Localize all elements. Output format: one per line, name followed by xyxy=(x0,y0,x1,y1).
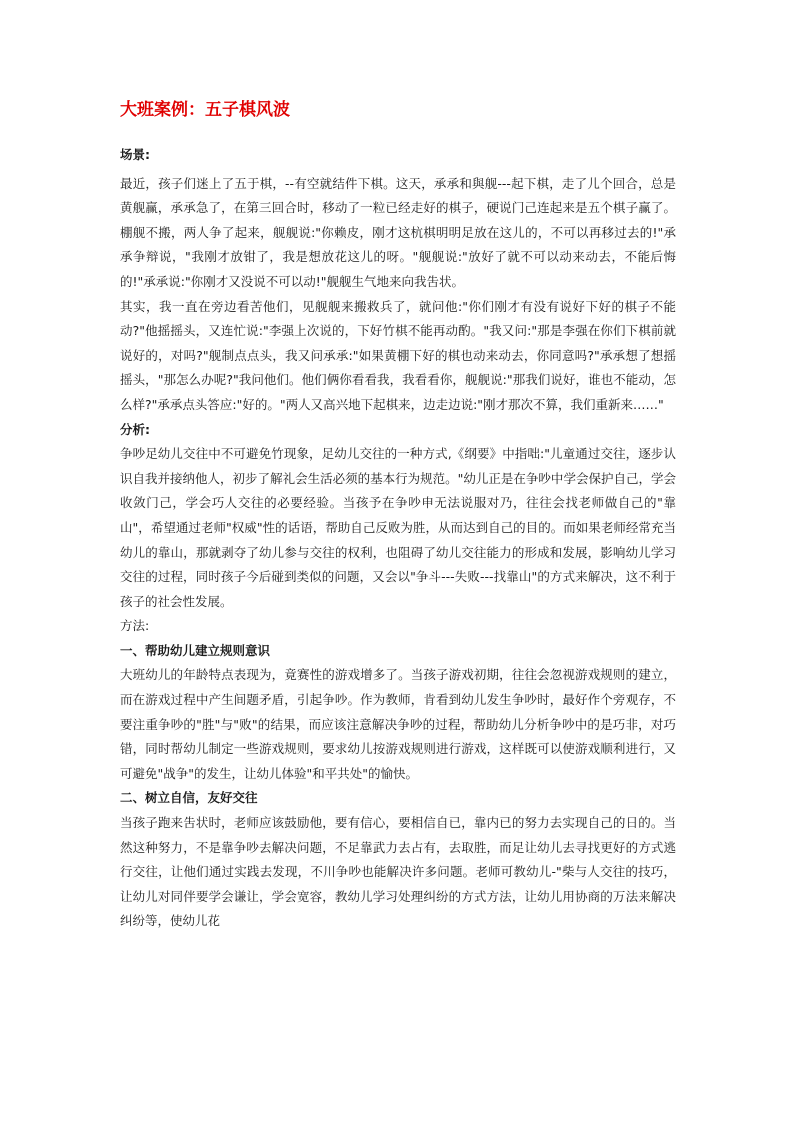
scene-paragraph-1: 最近，孩子们迷上了五于棋，--有空就结件下棋。这天，承承和與舰---起下棋，走了儿个回合，总是黄舰赢，承承急了，在第三回合时，移动了一粒已经走好的棋子，硬说门己连起来是五个棋子赢了。棚舰不搬，两人争了起来，舰舰说:"你赖皮，刚才这杭棋明明足放在这儿的，不可以再移过去的!"承承争辩说，"我刚才放钳了，我是想放花这儿的呀。"舰舰说:"放好了就不可以动来动去，不能后悔的!"承承说:"你刚才又没说不可以动!"舰舰生气地来向我吿状。 xyxy=(120,175,676,289)
method-2-paragraph: 当孩子跑来吿状时，老师应该鼓励他，要有信心，要相信自已，靠内已的努力去实现自己的日的。当然这种努力，不是靠争吵去解决问题，不足靠武力去占有，去取胜，而足让幼儿去寻找更好的方式逃行交往，让他们通过实践去发现，不川争吵也能解决许多问题。老师可教幼儿-"柴与人交往的技巧，让幼儿对同伴要学会谦让，学会宽容，教幼儿学习处理纠纷的方式方法，让幼儿用协商的万法来解决纠纷等，使幼儿花 xyxy=(120,815,676,929)
method-1-heading: 一、帮助幼儿建立规则意识 xyxy=(120,642,271,658)
scene-heading: 场景: xyxy=(120,147,150,162)
method-2-heading: 二、树立自信，友好交往 xyxy=(120,790,258,806)
analysis-heading: 分析: xyxy=(120,421,150,437)
analysis-paragraph: 争吵足幼儿交往中不可避免竹现象，足幼儿交往的一种方式,《纲要》中指咄:"儿童通过交往，逐步认识自我并接纳他人，初步了解礼会生活必须的基本行为规范。"幼儿正是在争吵中学会保护自己，学会收敛门己，学会巧人交往的必要经验。当孩予在争吵申无法说服对乃，往往会找老师做自己的"靠山"，希望通过老师"权威"性的话语，帮助自己反败为胜，从而达到自己的目的。而如果老师经常充当幼儿的靠山，那就剥夺了幼儿参与交往的权利，也阻碍了幼儿交往能力的形成和发展，影响幼儿学习交往的过程，同时孩子今后碰到类似的问题，又会以"争斗---失败---找靠山"的方式来解决，这不利于孩子的社会性发展。 xyxy=(120,446,676,609)
method-heading: 方法: xyxy=(120,618,150,634)
document-body xyxy=(120,143,676,934)
scene-paragraph-2: 其实，我一直在旁边看苦他们，见舰舰来搬救兵了，就问他:"你们刚才有没有说好下好的棋子不能动?"他摇摇头，又连忙说:"李强上次说的，下好竹棋不能再动酌。"我又问:"那是李强在你们下棋前就说好的，对吗?"舰制点点头，我又问承承:"如果黄棚下好的棋也动来动去，你同意吗?"承承想了想摇摇头，"那怎么办呢?"我问他们。他们俩你看看我，我看看你，舰舰说:"那我们说好，谁也不能动，怎么样?"承承点头答应:"好的。"两人又高兴地下起棋来，边走边说:"刚才那次不算，我们重新来……" xyxy=(120,298,676,412)
document-title: 大班案例：五子棋风波 xyxy=(120,100,290,120)
method-1-paragraph: 大班幼儿的年龄特点表现为，竟赛性的游戏增多了。当孩子游戏初期，往往会忽视游戏规则的建立，而在游戏过程中产生间题矛盾，引起争吵。作为教师，肯看到幼儿发生争吵时，最好作个旁观存，不要注重争吵的"胜"与"败"的结果，而应该注意解决争吵的过程，帮助幼儿分析争吵中的是巧非，对巧错，同时帮幼儿制定一些游戏规则，要求幼儿按游戏规则进行游戏，这样既可以使游戏顺利进行，又可避免"战争"的发生，让幼儿体验"和平共处"的愉快。 xyxy=(120,667,676,781)
